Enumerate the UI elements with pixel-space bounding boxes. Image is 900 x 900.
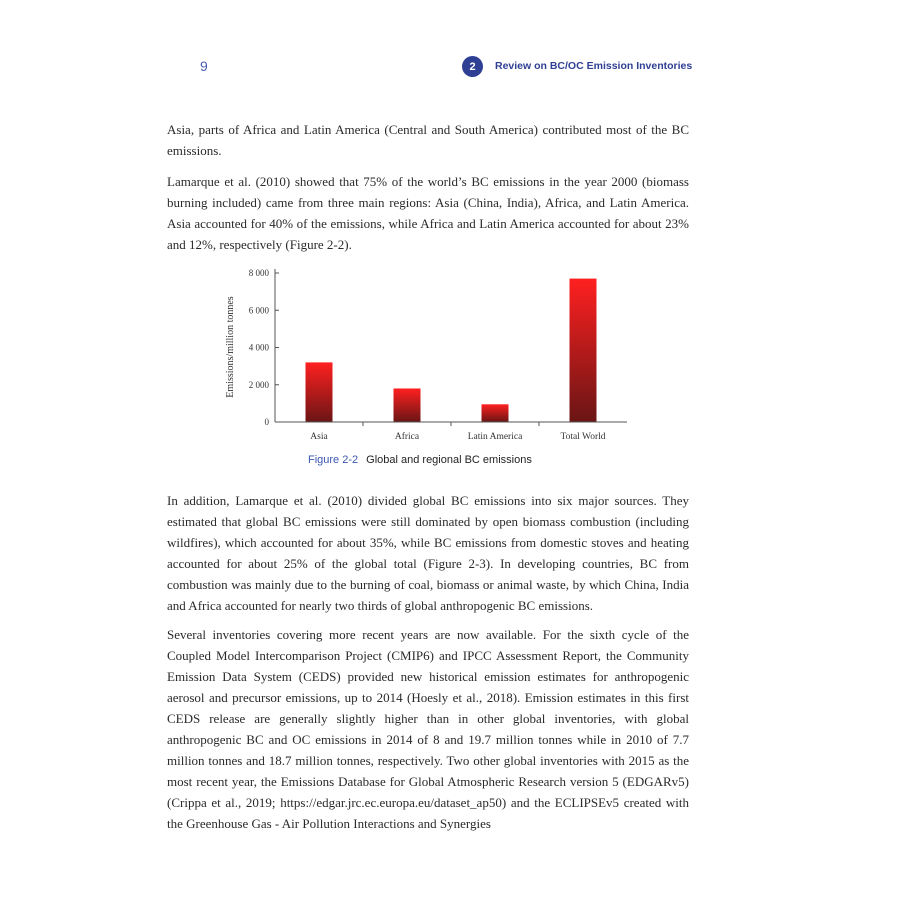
figure-caption [308, 454, 532, 466]
figure-caption-text: Global and regional BC emissions [366, 454, 532, 466]
y-tick-label: 8 000 [248, 268, 269, 278]
paragraph-1: Asia, parts of Africa and Latin America (Central and South America) contributed most of the BC emissions. [167, 122, 689, 158]
y-tick-label: 4 000 [248, 342, 269, 353]
chart-svg [215, 255, 635, 455]
chapter-number-badge: 2 [462, 56, 483, 77]
page-number: 9 [200, 58, 208, 74]
x-tick-label: Asia [310, 432, 328, 442]
bar-asia [306, 362, 333, 422]
paragraph-4: Several inventories covering more recent years are now available. For the sixth cycle of the Coupled Model Intercomparison Project (CMIP6) and IPCC Assessment Report, the Community Emission Data System (CEDS) provided new historical emission estimates for anthropogenic aerosol and precursor emissions, up to 2014 (Hoesly et al., 2018). Emission estimates in this first CEDS release are generally slightly higher than in other global inventories, with global anthropogenic BC and OC emissions in 2014 of 8 and 19.7 million tonnes while in 2010 of 7.7 million tonnes and 18.7 million tonnes, respectively. Two other global inventories with 2015 as the most recent year, the Emissions Database for Global Atmospheric Research version 5 (EDGARv5) (Crippa et al., 2019; https://edgar.jrc.ec.europa.eu/dataset_ap50) and the ECLIPSEv5 created with the Greenhouse Gas - Air Pollution Interactions and Synergies [167, 627, 689, 831]
bar-latin-america [482, 404, 509, 422]
running-head-title: Review on BC/OC Emission Inventories [495, 60, 693, 72]
bar-total-world [570, 279, 597, 422]
bar-africa [394, 388, 421, 422]
x-tick-label: Africa [394, 432, 420, 442]
y-axis-label: Emissions/million tonnes [225, 296, 236, 398]
y-tick-label: 2 000 [248, 379, 269, 390]
x-tick-label: Total World [560, 432, 606, 442]
bc-emissions-bar-chart [215, 255, 635, 455]
paragraph-3: In addition, Lamarque et al. (2010) divided global BC emissions into six major sources. They estimated that global BC emissions were still dominated by open biomass combustion (including wildfires), which accounted for about 35%, while BC emissions from domestic stoves and heating accounted for about 25% of the global total (Figure 2-3). In developing countries, BC from combustion was mainly due to the burning of coal, biomass or animal waste, by which China, India and Africa accounted for nearly two thirds of global anthropogenic BC emissions. [167, 493, 689, 613]
x-tick-label: Latin America [467, 432, 523, 442]
y-tick-label: 0 [264, 417, 269, 427]
figure-label: Figure 2-2 [308, 454, 359, 466]
y-tick-label: 6 000 [248, 305, 269, 316]
paragraph-2: Lamarque et al. (2010) showed that 75% of the world’s BC emissions in the year 2000 (biomass burning included) came from three main regions: Asia (China, India), Africa, and Latin America. Asia accounted for 40% of the emissions, while Africa and Latin America accounted for about 23% and 12%, respectively (Figure 2-2). [167, 174, 689, 252]
